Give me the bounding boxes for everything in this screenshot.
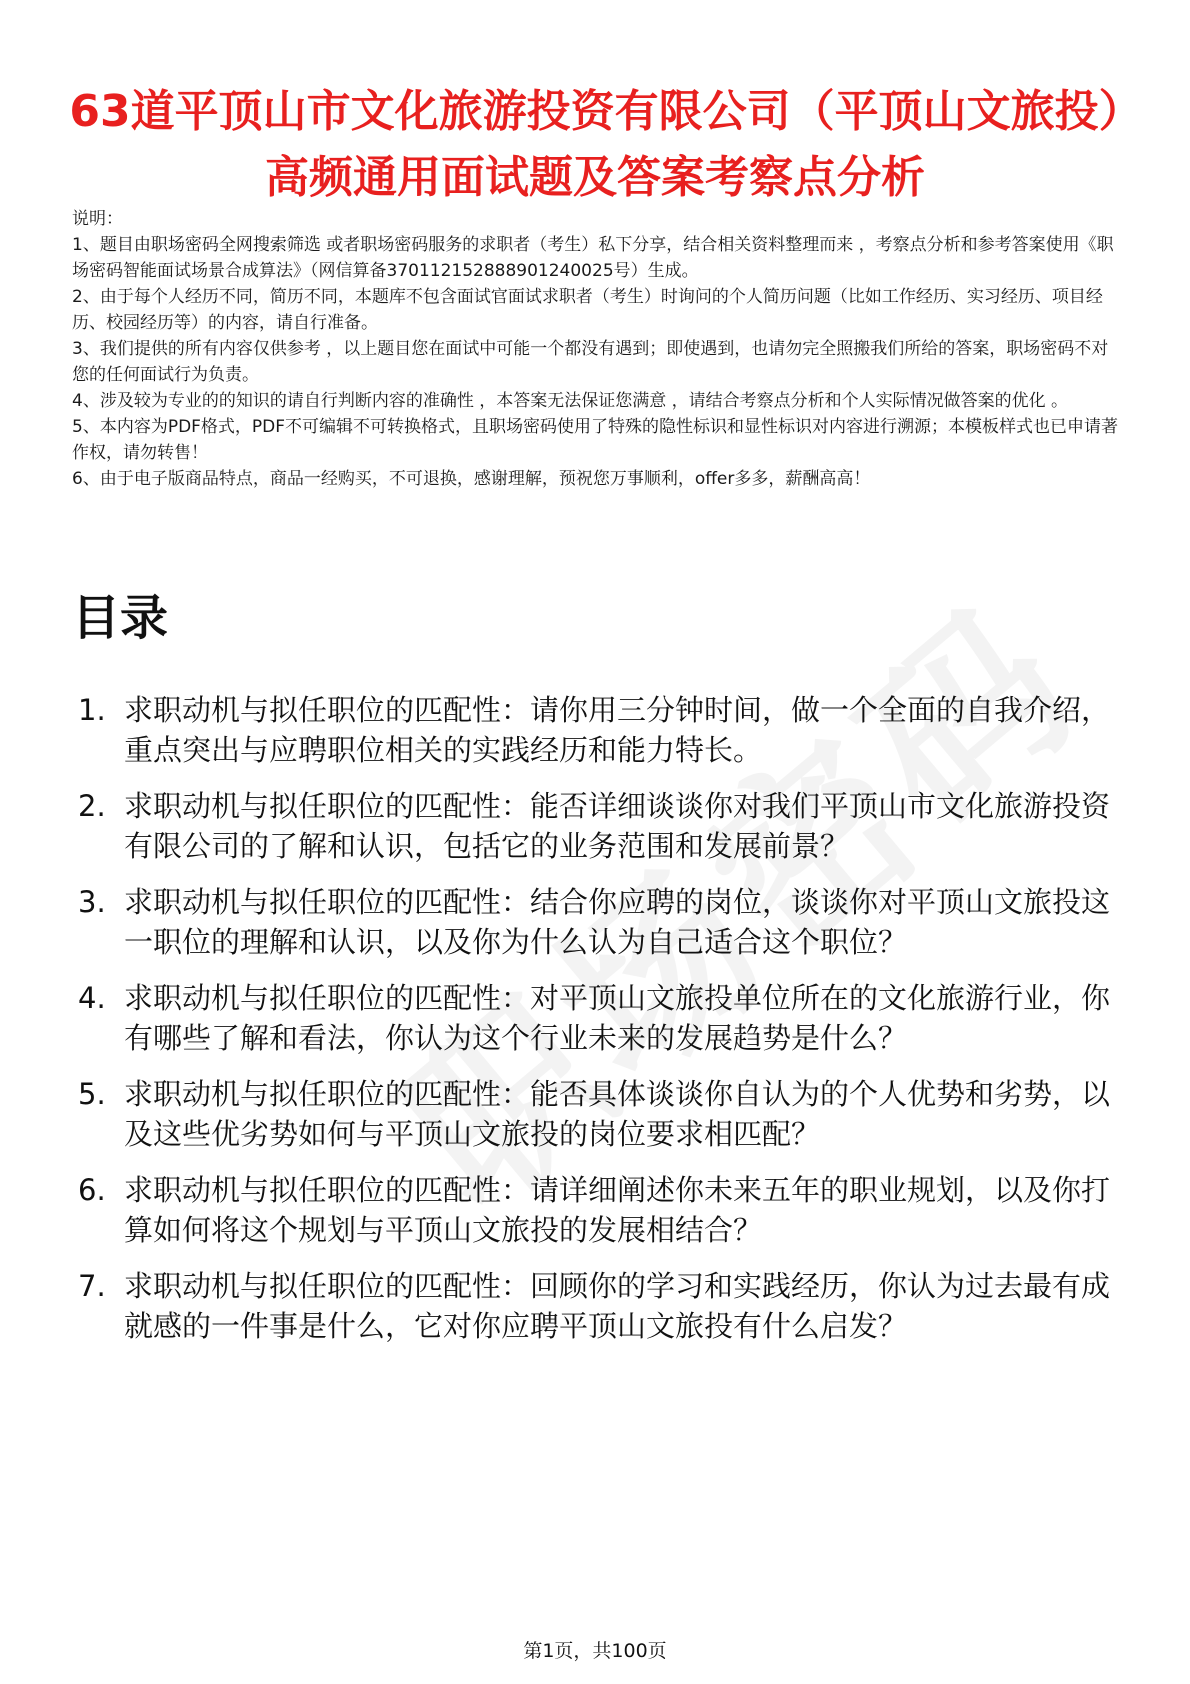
note-item: 3、我们提供的所有内容仅供参考 ，以上题目您在面试中可能一个都没有遇到；即使遇到，也请勿完全照搬我们所给的答案，职场密码不对您的任何面试行为负责。 — [72, 339, 1109, 385]
toc-item[interactable] — [72, 1170, 1122, 1250]
toc-item[interactable] — [72, 978, 1122, 1058]
toc-item-text: 求职动机与拟任职位的匹配性：结合你应聘的岗位，谈谈你对平顶山文旅投这一职位的理解和认识，以及你为什么认为自己适合这个职位？ — [124, 885, 1111, 959]
toc-item-text: 求职动机与拟任职位的匹配性：回顾你的学习和实践经历，你认为过去最有成就感的一件事是什么，它对你应聘平顶山文旅投有什么启发？ — [124, 1269, 1111, 1343]
toc-item-number: 6. — [78, 1173, 106, 1207]
toc-item-number: 5. — [78, 1077, 106, 1111]
toc-item-number: 2. — [78, 789, 106, 823]
toc-item-text: 求职动机与拟任职位的匹配性：能否详细谈谈你对我们平顶山市文化旅游投资有限公司的了解和认识，包括它的业务范围和发展前景？ — [124, 789, 1111, 863]
note-item: 2、由于每个人经历不同，简历不同，本题库不包含面试官面试求职者（考生）时询问的个人简历问题（比如工作经历、实习经历、项目经历、校园经历等）的内容，请自行准备。 — [72, 287, 1103, 333]
toc-item-text: 求职动机与拟任职位的匹配性：对平顶山文旅投单位所在的文化旅游行业，你有哪些了解和看法，你认为这个行业未来的发展趋势是什么？ — [124, 981, 1111, 1055]
toc-item-text: 求职动机与拟任职位的匹配性：请详细阐述你未来五年的职业规划，以及你打算如何将这个规划与平顶山文旅投的发展相结合？ — [124, 1173, 1111, 1247]
note-item: 1、题目由职场密码全网搜索筛选 或者职场密码服务的求职者（考生）私下分享，结合相关资料整理而来 ，考察点分析和参考答案使用《职场密码智能面试场景合成算法》（网信算备370112152888901240025号）生成。 — [72, 235, 1114, 281]
toc-item-text: 求职动机与拟任职位的匹配性：能否具体谈谈你自认为的个人优势和劣势，以及这些优劣势如何与平顶山文旅投的岗位要求相匹配？ — [124, 1077, 1111, 1151]
note-item: 6、由于电子版商品特点，商品一经购买，不可退换，感谢理解，预祝您万事顺利，offer多多，薪酬高高！ — [72, 469, 871, 489]
toc-item[interactable] — [72, 786, 1122, 866]
notes-section — [72, 206, 1122, 492]
toc-item-number: 1. — [78, 693, 106, 727]
toc-item-number: 4. — [78, 981, 106, 1015]
toc-item[interactable] — [72, 690, 1122, 770]
toc-item[interactable] — [72, 1074, 1122, 1154]
toc-item-number: 7. — [78, 1269, 106, 1303]
toc-item-text: 求职动机与拟任职位的匹配性：请你用三分钟时间，做一个全面的自我介绍，重点突出与应聘职位相关的实践经历和能力特长。 — [124, 693, 1111, 767]
document-title: 63道平顶山市文化旅游投资有限公司（平顶山文旅投）高频通用面试题及答案考察点分析 — [69, 86, 1121, 204]
notes-heading: 说明： — [72, 209, 123, 229]
toc-list — [72, 690, 1122, 1362]
note-item: 5、本内容为PDF格式，PDF不可编辑不可转换格式，且职场密码使用了特殊的隐性标识和显性标识对内容进行溯源；本模板样式也已申请著作权，请勿转售！ — [72, 417, 1119, 463]
toc-item[interactable] — [72, 1266, 1122, 1346]
note-item: 4、涉及较为专业的的知识的请自行判断内容的准确性 ，本答案无法保证您满意 ，请结合考察点分析和个人实际情况做答案的优化 。 — [72, 391, 1069, 411]
page-footer: 第1页，共100页 — [523, 1640, 667, 1662]
toc-heading: 目录 — [72, 590, 169, 646]
toc-item[interactable] — [72, 882, 1122, 962]
toc-item-number: 3. — [78, 885, 106, 919]
